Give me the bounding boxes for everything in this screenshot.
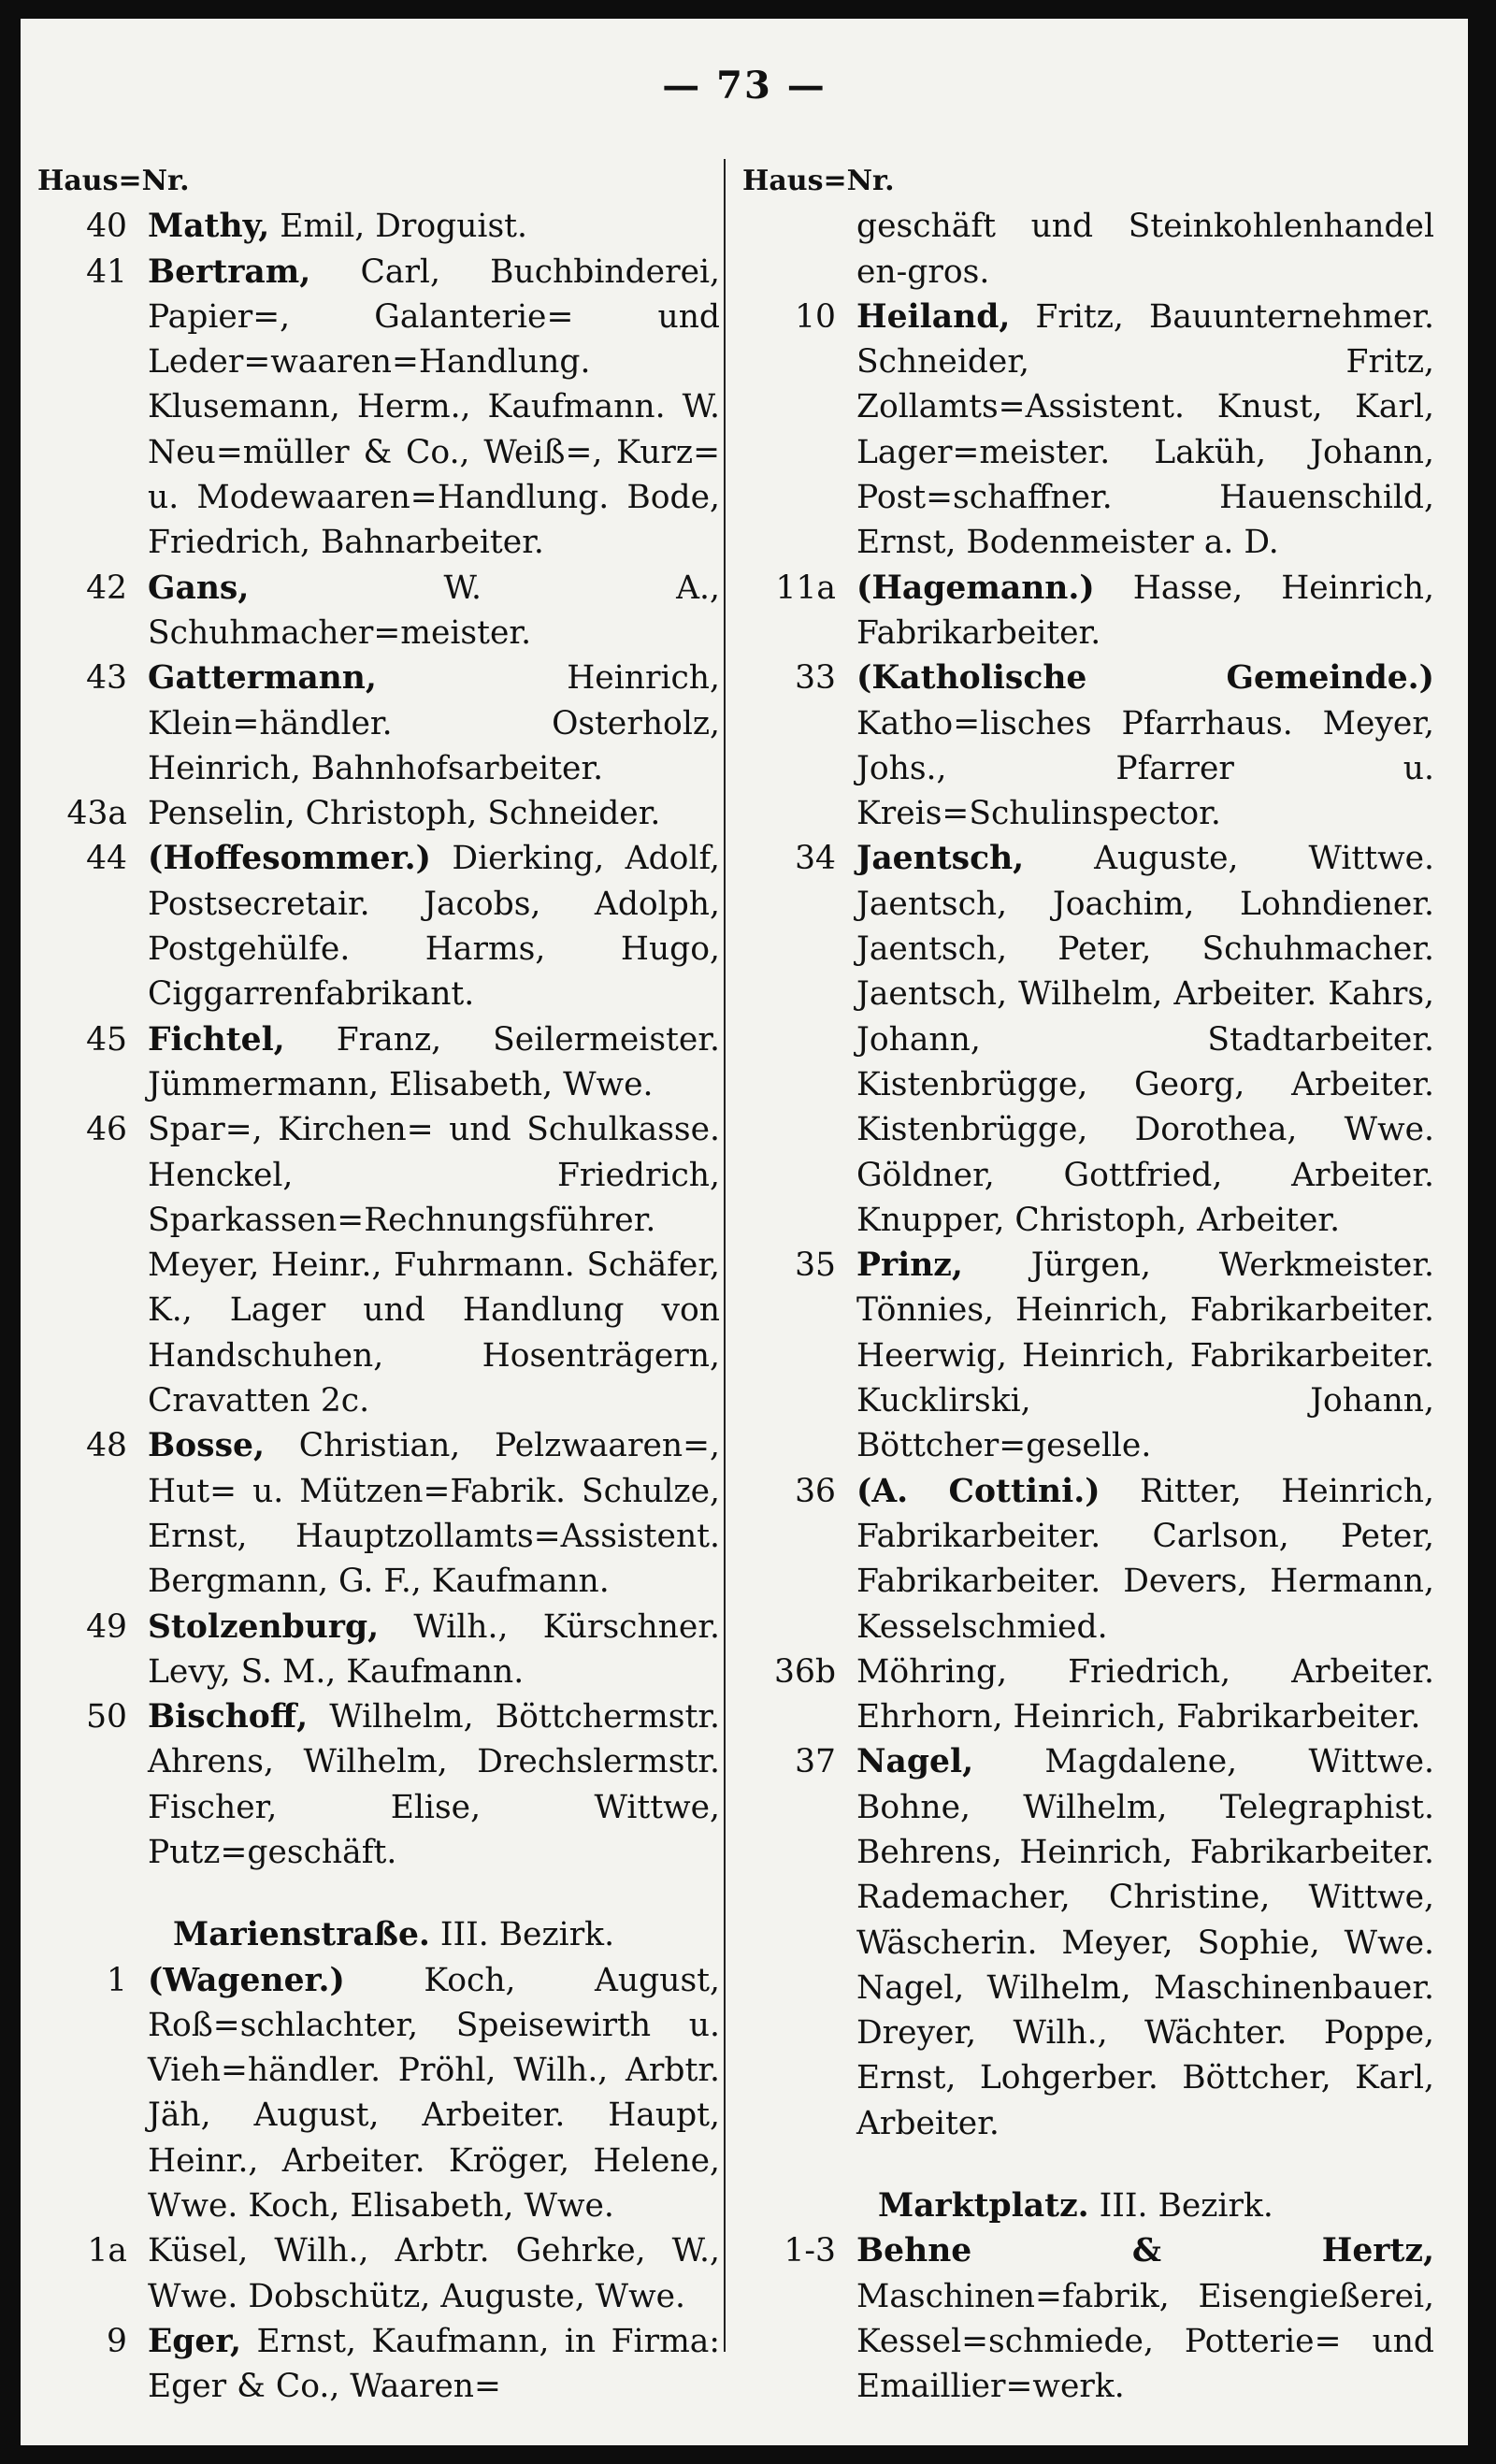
entry-list (742, 295, 1434, 2146)
directory-entry (742, 566, 1434, 656)
directory-entry (742, 1243, 1434, 1468)
left-column (37, 159, 720, 2410)
residents-text: Fritz, Bauunternehmer. Schneider, Fritz, Zollamts=Assistent. Knust, Karl, Lager=meister. Laküh, Johann, Post=schaffner. Hauenschild, Ernst, Bodenmeister a. D. (856, 297, 1434, 562)
owner-name: (A. Cottini.) (856, 1472, 1100, 1510)
residents-text: Möhring, Friedrich, Arbeiter. Ehrhorn, Heinrich, Fabrikarbeiter. (856, 1652, 1434, 1736)
entry-text (856, 836, 1434, 1243)
directory-entry (742, 1469, 1434, 1650)
entry-text (148, 1423, 720, 1604)
directory-entry (742, 836, 1434, 1243)
house-number: 1 (107, 1961, 127, 1999)
entry-text (148, 2228, 720, 2319)
column-divider (724, 159, 726, 2352)
owner-name: (Hoffesommer.) (148, 840, 431, 878)
right-column (742, 159, 1434, 2410)
owner-name: Jaentsch, (856, 840, 1025, 878)
house-number: 46 (86, 1111, 127, 1149)
street-district: III. Bezirk. (1099, 2187, 1273, 2226)
entry-text (148, 656, 720, 791)
entry-text (856, 1739, 1434, 2146)
entry-text (148, 1605, 720, 1695)
entry-text (856, 295, 1434, 566)
entry-text (856, 2228, 1434, 2409)
house-number: 40 (86, 208, 127, 246)
house-number: 44 (86, 840, 127, 878)
directory-entry (37, 250, 720, 566)
residents-text: Ritter, Heinrich, Fabrikarbeiter. Carlson, Peter, Fabrikarbeiter. Devers, Hermann, Kesselschmied. (856, 1472, 1434, 1646)
entry-text (148, 1107, 720, 1423)
owner-name: Mathy, (148, 208, 270, 246)
residents-text: Carl, Buchbinderei, Papier=, Galanterie= und Leder=waaren=Handlung. Klusemann, Herm., Kaufmann. W. Neu=müller & Co., Weiß=, Kurz= u. Modewaaren=Handlung. Bode, Friedrich, Bahnarbeiter. (148, 252, 720, 562)
house-number: 36 (795, 1472, 836, 1510)
street-name: Marienstraße. (173, 1916, 430, 1954)
house-number: 37 (795, 1743, 836, 1781)
house-number: 43 (86, 659, 127, 698)
owner-name: Gans, (148, 569, 250, 607)
directory-entry (742, 2228, 1434, 2409)
page-number: — 73 — (662, 64, 827, 108)
residents-text: Spar=, Kirchen= und Schulkasse. Henckel, Friedrich, Sparkassen=Rechnungsführer. Meyer, Heinr., Fuhrmann. Schäfer, K., Lager und Handlung von Handschuhen, Hosenträgern, Cravatten 2c. (148, 1111, 720, 1420)
residents-text: Franz, Seilermeister. Jümmermann, Elisabeth, Wwe. (148, 1020, 720, 1103)
house-number: 43a (66, 795, 127, 833)
house-number: 50 (86, 1698, 127, 1736)
residents-text: Wilhelm, Böttchermstr. Ahrens, Wilhelm, Drechslermstr. Fischer, Elise, Wittwe, Putz=geschäft. (148, 1698, 720, 1871)
house-number: 9 (107, 2322, 127, 2360)
residents-text: Magdalene, Wittwe. Bohne, Wilhelm, Telegraphist. Behrens, Heinrich, Fabrikarbeiter. Rademacher, Christine, Wittwe, Wäscherin. Meyer, Sophie, Wwe. Nagel, Wilhelm, Maschinenbauer. Dreyer, Wilh., Wächter. Poppe, Ernst, Lohgerber. Böttcher, Karl, Arbeiter. (856, 1743, 1434, 2142)
directory-entry (742, 1650, 1434, 1740)
directory-entry (37, 1017, 720, 1108)
directory-entry (37, 2228, 720, 2319)
entry-text (148, 566, 720, 656)
street-name: Marktplatz. (878, 2187, 1089, 2226)
house-number-header: Haus=Nr. (742, 165, 895, 197)
owner-name: Heiland, (856, 297, 1011, 336)
residents-text: Jürgen, Werkmeister. Tönnies, Heinrich, Fabrikarbeiter. Heerwig, Heinrich, Fabrikarbeiter. Kucklirski, Johann, Böttcher=geselle. (856, 1246, 1434, 1465)
entry-list (37, 204, 720, 1875)
entry-text (148, 791, 720, 836)
street-heading (173, 1912, 720, 1957)
directory-page (21, 19, 1468, 2445)
residents-text: Küsel, Wilh., Arbtr. Gehrke, W., Wwe. Dobschütz, Auguste, Wwe. (148, 2232, 720, 2315)
entry-text (856, 1243, 1434, 1468)
owner-name: Fichtel, (148, 1020, 285, 1059)
residents-text: Katho=lisches Pfarrhaus. Meyer, Johs., Pfarrer u. Kreis=Schulinspector. (856, 704, 1434, 833)
directory-entry (742, 1739, 1434, 2146)
street-district: III. Bezirk. (439, 1916, 615, 1954)
entry-text (856, 656, 1434, 836)
directory-entry (37, 836, 720, 1016)
owner-name: (Wagener.) (148, 1961, 345, 1999)
residents-text: Maschinen=fabrik, Eisengießerei, Kessel=schmiede, Potterie= und Emaillier=werk. (856, 2277, 1434, 2406)
residents-text: Wilh., Kürschner. Levy, S. M., Kaufmann. (148, 1607, 720, 1691)
directory-entry (37, 204, 720, 249)
owner-name: Bischoff, (148, 1698, 309, 1736)
entry-text (148, 1017, 720, 1108)
directory-entry (37, 1958, 720, 2229)
directory-entry (742, 656, 1434, 836)
house-number: 1a (87, 2232, 127, 2270)
entry-text (856, 566, 1434, 656)
residents-text: Christian, Pelzwaaren=, Hut= u. Mützen=Fabrik. Schulze, Ernst, Hauptzollamts=Assistent. Bergmann, G. F., Kaufmann. (148, 1427, 720, 1601)
owner-name: Nagel, (856, 1743, 974, 1781)
owner-name: (Katholische Gemeinde.) (856, 659, 1434, 698)
residents-text: Auguste, Wittwe. Jaentsch, Joachim, Lohndiener. Jaentsch, Peter, Schuhmacher. Jaentsch, Wilhelm, Arbeiter. Kahrs, Johann, Stadtarbeiter. Kistenbrügge, Georg, Arbeiter. Kistenbrügge, Dorothea, Wwe. Göldner, Gottfried, Arbeiter. Knupper, Christoph, Arbeiter. (856, 840, 1434, 1239)
house-number: 35 (795, 1246, 836, 1285)
entry-text (148, 2319, 720, 2410)
owner-name: (Hagemann.) (856, 569, 1095, 607)
house-number: 11a (775, 569, 836, 607)
directory-entry (37, 566, 720, 656)
owner-name: Bosse, (148, 1427, 265, 1465)
directory-entry (37, 1605, 720, 1695)
directory-entry (37, 1423, 720, 1604)
house-number-header: Haus=Nr. (37, 165, 190, 197)
continued-entry: geschäft und Steinkohlenhandel en-gros. (856, 208, 1434, 291)
residents-text: Ernst, Kaufmann, in Firma: Eger & Co., Waaren= (148, 2322, 720, 2406)
residents-text: Hasse, Heinrich, Fabrikarbeiter. (856, 569, 1434, 652)
street-heading (878, 2183, 1434, 2228)
entry-list (742, 2228, 1434, 2409)
owner-name: Bertram, (148, 252, 311, 291)
entry-text (856, 1650, 1434, 1740)
entry-text (148, 250, 720, 566)
owner-name: Behne & Hertz, (856, 2232, 1434, 2270)
house-number: 1-3 (784, 2232, 836, 2270)
residents-text: Koch, August, Roß=schlachter, Speisewirth u. Vieh=händler. Pröhl, Wilh., Arbtr. Jäh, August, Arbeiter. Haupt, Heinr., Arbeiter. Kröger, Helene, Wwe. Koch, Elisabeth, Wwe. (148, 1961, 720, 2226)
house-number: 34 (795, 840, 836, 878)
house-number: 48 (86, 1427, 127, 1465)
house-number: 41 (86, 252, 127, 291)
house-number: 10 (795, 297, 836, 336)
entry-text (856, 1469, 1434, 1650)
entry-list (37, 1958, 720, 2410)
owner-name: Prinz, (856, 1246, 963, 1285)
residents-text: Penselin, Christoph, Schneider. (148, 795, 661, 833)
house-number: 45 (86, 1020, 127, 1059)
residents-text: Emil, Droguist. (269, 208, 527, 246)
entry-text (148, 1694, 720, 1875)
directory-entry (37, 1107, 720, 1423)
entry-text (148, 1958, 720, 2229)
directory-entry (37, 2319, 720, 2410)
residents-text: Dierking, Adolf, Postsecretair. Jacobs, Adolph, Postgehülfe. Harms, Hugo, Ciggarrenfabrikant. (148, 840, 720, 1014)
directory-entry (37, 1694, 720, 1875)
owner-name: Eger, (148, 2322, 242, 2360)
directory-entry (37, 656, 720, 791)
house-number: 42 (86, 569, 127, 607)
house-number: 33 (795, 659, 836, 698)
owner-name: Stolzenburg, (148, 1607, 380, 1646)
residents-text: W. A., Schuhmacher=meister. (148, 569, 720, 652)
house-number: 36b (774, 1652, 836, 1691)
entry-text (148, 836, 720, 1016)
directory-entry (742, 295, 1434, 566)
house-number: 49 (86, 1607, 127, 1646)
owner-name: Gattermann, (148, 659, 377, 698)
directory-entry (37, 791, 720, 836)
residents-text: Heinrich, Klein=händler. Osterholz, Heinrich, Bahnhofsarbeiter. (148, 659, 720, 787)
entry-text (148, 204, 720, 249)
